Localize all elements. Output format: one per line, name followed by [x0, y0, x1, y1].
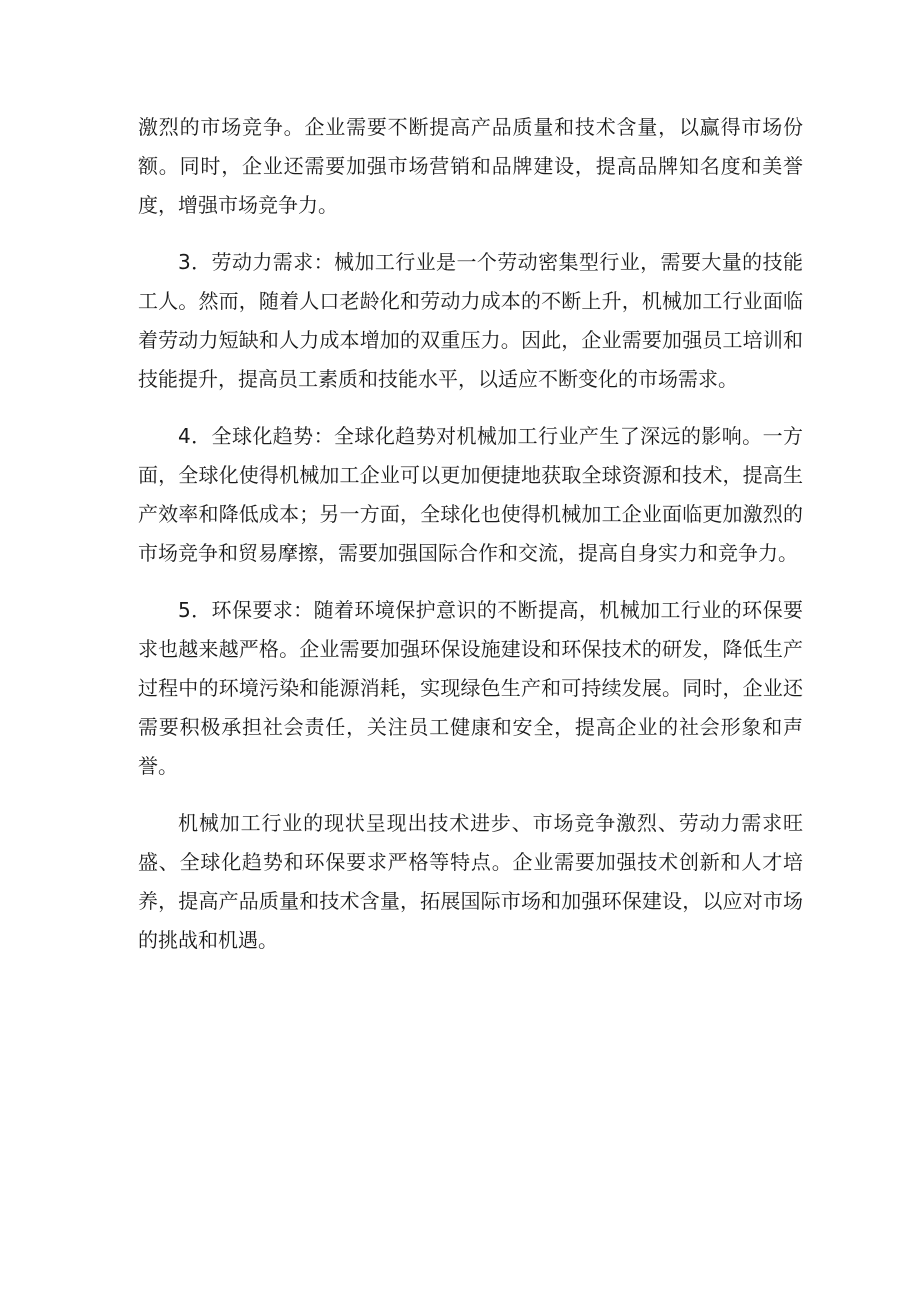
document-body [138, 108, 803, 978]
paragraph-environmental-requirements: 5．环保要求：随着环境保护意识的不断提高，机械加工行业的环保要求也越来越严格。企业需要加强环保设施建设和环保技术的研发，降低生产过程中的环境污染和能源消耗，实现绿色生产和可持续发展。同时，企业还需要积极承担社会责任，关注员工健康和安全，提高企业的社会形象和声誉。 [138, 598, 803, 778]
paragraph-summary: 机械加工行业的现状呈现出技术进步、市场竞争激烈、劳动力需求旺盛、全球化趋势和环保要求严格等特点。企业需要加强技术创新和人才培养，提高产品质量和技术含量，拓展国际市场和加强环保建设，以应对市场的挑战和机遇。 [138, 811, 803, 952]
paragraph-globalization-trend: 4．全球化趋势：全球化趋势对机械加工行业产生了深远的影响。一方面，全球化使得机械加工企业可以更加便捷地获取全球资源和技术，提高生产效率和降低成本；另一方面，全球化也使得机械加工企业面临更加激烈的市场竞争和贸易摩擦，需要加强国际合作和交流，提高自身实力和竞争力。 [138, 424, 803, 565]
paragraph-labor-demand: 3．劳动力需求：械加工行业是一个劳动密集型行业，需要大量的技能工人。然而，随着人口老龄化和劳动力成本的不断上升，机械加工行业面临着劳动力短缺和人力成本增加的双重压力。因此，企业需要加强员工培训和技能提升，提高员工素质和技能水平，以适应不断变化的市场需求。 [138, 250, 803, 391]
paragraph-market-competition-continued: 激烈的市场竞争。企业需要不断提高产品质量和技术含量，以赢得市场份额。同时，企业还需要加强市场营销和品牌建设，提高品牌知名度和美誉度，增强市场竞争力。 [138, 115, 803, 217]
